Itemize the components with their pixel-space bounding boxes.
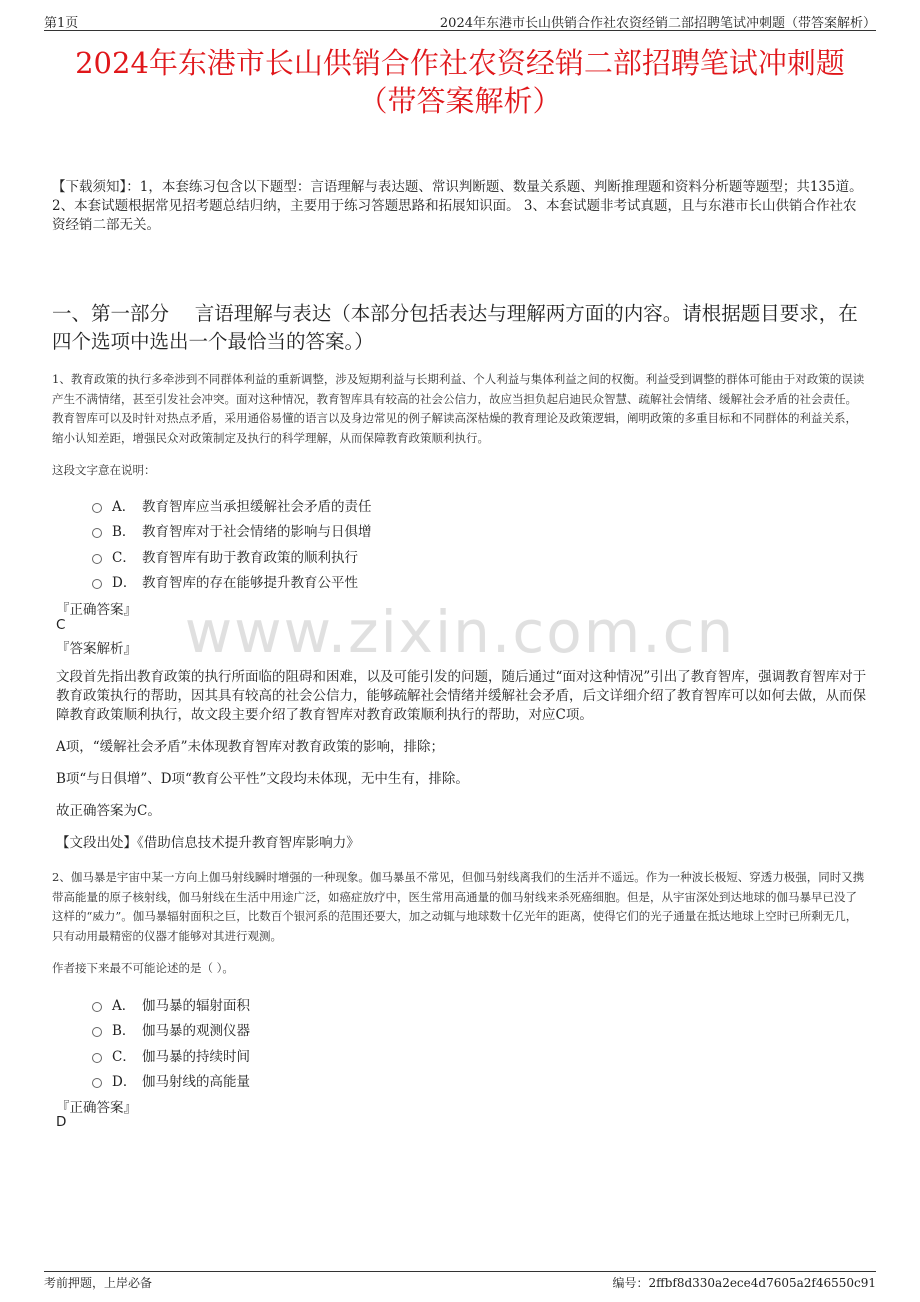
q1-analysis-a: A项，“缓解社会矛盾”未体现教育智库对教育政策的影响，排除； bbox=[56, 739, 445, 755]
q1-analysis-conclusion: 故正确答案为C。 bbox=[56, 803, 161, 819]
q1-passage: 1、教育政策的执行多牵涉到不同群体利益的重新调整，涉及短期利益与长期利益、个人利益与集体利益之间的权衡。利益受到调整的群体可能由于对政策的误读产生不满情绪，甚至引发社会冲突。面对这种情况，教育智库具有较高的社会公信力，故应当担负起启迪民众智慧、疏解社会情绪、缓解社会矛盾的社会责任。教育智库可以及时针对热点矛盾，采用通俗易懂的语言以及身边常见的例子解读高深枯燥的教育理论及政策逻辑，阐明政策的多重目标和不同群体的利益关系，缩小认知差距，增强民众对政策制定及执行的科学理解，从而保障教育政策顺利执行。 bbox=[52, 372, 865, 445]
q1-options bbox=[92, 492, 372, 594]
radio-icon[interactable] bbox=[92, 503, 102, 513]
radio-icon[interactable] bbox=[92, 579, 102, 589]
radio-icon[interactable] bbox=[92, 1053, 102, 1063]
page-footer bbox=[44, 1271, 876, 1290]
q1-question: 这段文字意在说明： bbox=[52, 463, 156, 477]
q2-answer-tag: 『正确答案』 bbox=[56, 1100, 137, 1116]
radio-icon[interactable] bbox=[92, 1002, 102, 1012]
q2-passage: 2、伽马暴是宇宙中某一方向上伽马射线瞬时增强的一种现象。伽马暴虽不常见，但伽马射线离我们的生活并不遥远。作为一种波长极短、穿透力极强，同时又携带高能量的原子核射线，伽马射线在生活中用途广泛，如癌症放疗中，医生常用高通量的伽马射线来杀死癌细胞。但是，从宇宙深处到达地球的伽马暴早已没了这样的“威力”。伽马暴辐射面积之巨，比数百个银河系的范围还要大，加之动辄与地球数十亿光年的距离，使得它们的光子通量在抵达地球上空时已所剩无几，只有动用最精密的仪器才能够对其进行观测。 bbox=[52, 870, 865, 943]
q2-option-a[interactable]: A． 伽马暴的辐射面积 bbox=[92, 991, 250, 1017]
q1-option-c[interactable]: C． 教育智库有助于教育政策的顺利执行 bbox=[92, 543, 372, 569]
radio-icon[interactable] bbox=[92, 528, 102, 538]
q1-option-a[interactable]: A． 教育智库应当承担缓解社会矛盾的责任 bbox=[92, 492, 372, 518]
q2-option-b[interactable]: B． 伽马暴的观测仪器 bbox=[92, 1017, 250, 1043]
document-id: 编号：2ffbf8d330a2ece4d7605a2f46550c91 bbox=[612, 1276, 876, 1290]
radio-icon[interactable] bbox=[92, 554, 102, 564]
radio-icon[interactable] bbox=[92, 1078, 102, 1088]
q2-option-d[interactable]: D． 伽马射线的高能量 bbox=[92, 1068, 250, 1094]
page-header bbox=[44, 10, 876, 31]
q1-answer: C bbox=[56, 617, 66, 633]
q1-option-b[interactable]: B． 教育智库对于社会情绪的影响与日俱增 bbox=[92, 518, 372, 544]
section-heading: 一、第一部分 言语理解与表达（本部分包括表达与理解两方面的内容。请根据题目要求，在四个选项中选出一个最恰当的答案。） bbox=[52, 302, 858, 353]
title-line-2: （带答案解析） bbox=[358, 84, 562, 118]
watermark: www.zixin.com.cn bbox=[184, 598, 736, 666]
footer-slogan: 考前押题，上岸必备 bbox=[44, 1276, 153, 1290]
download-notice: 【下载须知】：1，本套练习包含以下题型：言语理解与表达题、常识判断题、数量关系题、判断推理题和资料分析题等题型；共135道。 2、本套试题根据常见招考题总结归纳，主要用于练习答题思路和拓展知识面。 3、本套试题非考试真题，且与东港市长山供销合作社农资经销二部无关。 bbox=[52, 179, 863, 233]
q1-source: 【文段出处】《借助信息技术提升教育智库影响力》 bbox=[56, 835, 360, 851]
radio-icon[interactable] bbox=[92, 1027, 102, 1037]
title-line-1: 2024年东港市长山供销合作社农资经销二部招聘笔试冲刺题 bbox=[75, 46, 845, 80]
q1-analysis-tag: 『答案解析』 bbox=[56, 641, 137, 657]
page-number: 第1页 bbox=[44, 16, 79, 31]
q1-option-d[interactable]: D． 教育智库的存在能够提升教育公平性 bbox=[92, 569, 372, 595]
q1-analysis-bd: B项“与日俱增”、D项“教育公平性”文段均未体现，无中生有，排除。 bbox=[56, 771, 469, 787]
q2-options bbox=[92, 991, 250, 1093]
header-doc-title: 2024年东港市长山供销合作社农资经销二部招聘笔试冲刺题（带答案解析） bbox=[439, 16, 876, 31]
q2-answer: D bbox=[56, 1114, 67, 1130]
q1-answer-tag: 『正确答案』 bbox=[56, 602, 137, 618]
document-title bbox=[40, 44, 880, 120]
q2-option-c[interactable]: C． 伽马暴的持续时间 bbox=[92, 1042, 250, 1068]
q1-analysis-main: 文段首先指出教育政策的执行所面临的阻碍和困难，以及可能引发的问题，随后通过“面对这种情况”引出了教育智库，强调教育智库对于教育政策执行的帮助，因其具有较高的社会公信力，能够疏解社会情绪并缓解社会矛盾，后文详细介绍了教育智库可以如何去做，从而保障教育政策顺利执行，故文段主要介绍了教育智库对教育政策顺利执行的帮助，对应C项。 bbox=[56, 669, 867, 723]
q2-question: 作者接下来最不可能论述的是（ ）。 bbox=[52, 961, 234, 975]
